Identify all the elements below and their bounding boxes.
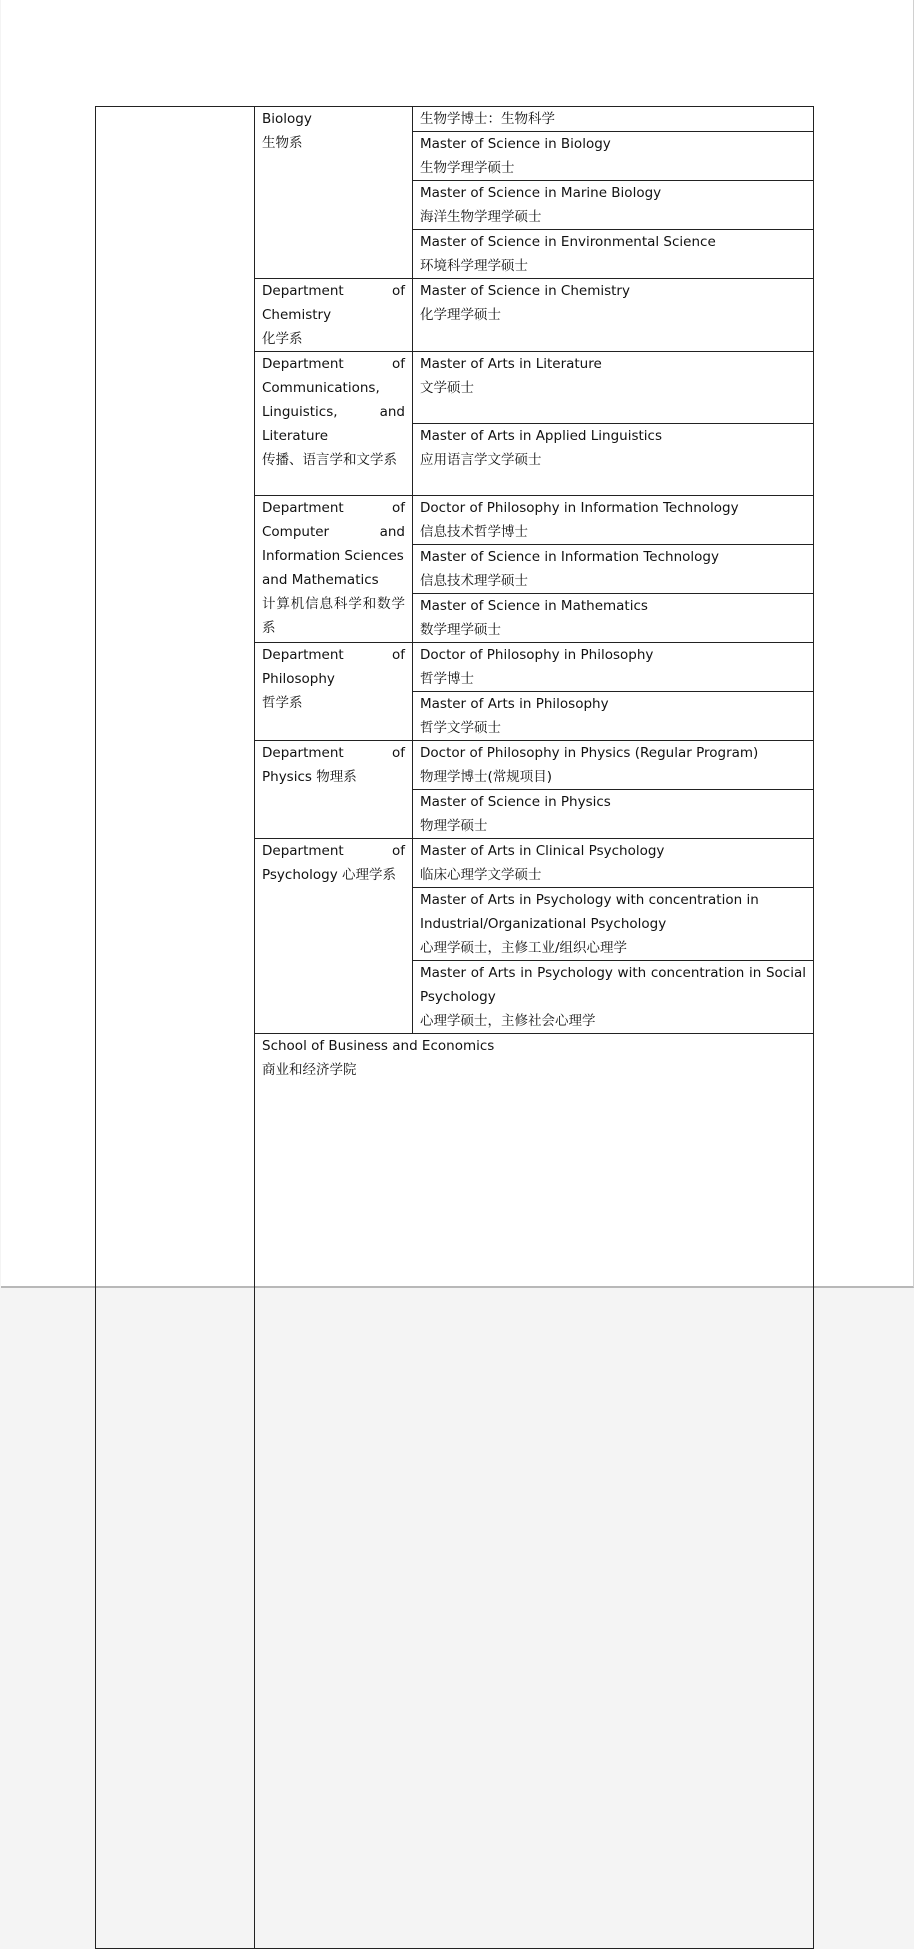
program-zh: 心理学硕士，主修工业/组织心理学 xyxy=(420,940,628,956)
program-en: Master of Arts in Psychology with concentration in Industrial/Organizational Psychology xyxy=(420,892,759,932)
program-zh: 环境科学理学硕士 xyxy=(420,258,528,274)
program-cell xyxy=(413,424,814,496)
dept-cell-communications xyxy=(255,352,413,496)
program-en: Doctor of Philosophy in Philosophy xyxy=(420,647,654,663)
dept-name-en-line: Philosophy xyxy=(262,671,335,687)
school-cell-business xyxy=(255,1034,814,1949)
table-row xyxy=(96,107,814,132)
program-en: Master of Arts in Philosophy xyxy=(420,696,609,712)
dept-name-zh: 化学系 xyxy=(262,331,303,347)
dept-name-en: Biology xyxy=(262,111,312,127)
dept-name-en-line: Department of xyxy=(262,500,405,516)
program-zh: 生物学理学硕士 xyxy=(420,160,515,176)
dept-name-en-line: Computer and xyxy=(262,524,405,540)
program-zh: 生物学博士：生物科学 xyxy=(420,111,555,127)
dept-name-en-line: Literature xyxy=(262,428,329,444)
dept-cell-computer xyxy=(255,496,413,643)
dept-name-en-line: and Mathematics xyxy=(262,572,379,588)
program-cell xyxy=(413,230,814,279)
dept-name-en-line: Linguistics, and xyxy=(262,404,405,420)
document-page xyxy=(1,0,914,1288)
program-cell xyxy=(413,692,814,741)
program-cell xyxy=(413,741,814,790)
program-en: Doctor of Philosophy in Information Technology xyxy=(420,500,739,516)
dept-name-en-line: Physics 物理系 xyxy=(262,769,357,785)
program-zh: 临床心理学文学硕士 xyxy=(420,867,542,883)
programs-table xyxy=(95,106,814,1949)
dept-name-en-line: Department of xyxy=(262,745,405,761)
program-cell xyxy=(413,132,814,181)
dept-name-zh: 计算机信息科学和数学系 xyxy=(262,596,405,636)
program-en: Master of Science in Information Technology xyxy=(420,549,719,565)
program-en: Master of Arts in Literature xyxy=(420,356,602,372)
program-zh: 数学理学硕士 xyxy=(420,622,501,638)
dept-name-en-line: Department of xyxy=(262,843,405,859)
program-zh: 物理学硕士 xyxy=(420,818,488,834)
program-cell xyxy=(413,496,814,545)
program-zh: 文学硕士 xyxy=(420,380,474,396)
program-en: Master of Science in Chemistry xyxy=(420,283,630,299)
program-en: Master of Science in Physics xyxy=(420,794,611,810)
dept-name-zh: 哲学系 xyxy=(262,695,303,711)
dept-name-en-line: Department of xyxy=(262,647,405,663)
program-zh: 哲学文学硕士 xyxy=(420,720,501,736)
program-zh: 物理学博士(常规项目) xyxy=(420,769,553,785)
dept-cell-philosophy xyxy=(255,643,413,741)
school-name-en: School of Business and Economics xyxy=(262,1038,495,1054)
program-zh: 心理学硕士，主修社会心理学 xyxy=(420,1013,596,1029)
program-cell xyxy=(413,643,814,692)
program-cell xyxy=(413,790,814,839)
program-cell xyxy=(413,352,814,424)
program-zh: 应用语言学文学硕士 xyxy=(420,452,542,468)
dept-name-zh: 传播、语言学和文学系 xyxy=(262,452,397,468)
program-zh: 信息技术哲学博士 xyxy=(420,524,528,540)
program-en: Doctor of Philosophy in Physics (Regular Program) xyxy=(420,745,759,761)
program-cell xyxy=(413,888,814,961)
dept-name-zh: 生物系 xyxy=(262,135,303,151)
program-cell xyxy=(413,961,814,1034)
program-cell xyxy=(413,545,814,594)
program-en: Master of Arts in Applied Linguistics xyxy=(420,428,662,444)
dept-cell-physics xyxy=(255,741,413,839)
program-cell xyxy=(413,107,814,132)
dept-cell-chemistry xyxy=(255,279,413,352)
school-name-zh: 商业和经济学院 xyxy=(262,1062,357,1078)
program-en: Master of Science in Biology xyxy=(420,136,611,152)
program-zh: 海洋生物学理学硕士 xyxy=(420,209,542,225)
program-zh: 信息技术理学硕士 xyxy=(420,573,528,589)
dept-name-en-line: Department of xyxy=(262,356,405,372)
program-cell xyxy=(413,279,814,352)
school-cell-empty xyxy=(96,107,255,1949)
dept-cell-biology xyxy=(255,107,413,279)
program-en: Master of Science in Marine Biology xyxy=(420,185,662,201)
dept-cell-psychology xyxy=(255,839,413,1034)
program-cell xyxy=(413,594,814,643)
program-cell xyxy=(413,839,814,888)
dept-name-en-line: Psychology 心理学系 xyxy=(262,867,397,883)
dept-name-en-line: Chemistry xyxy=(262,307,332,323)
program-zh: 化学理学硕士 xyxy=(420,307,501,323)
program-en: Master of Arts in Clinical Psychology xyxy=(420,843,665,859)
dept-name-en-line: Communications, xyxy=(262,380,380,396)
program-en: Master of Science in Environmental Science xyxy=(420,234,716,250)
program-en: Master of Arts in Psychology with concentration in Social Psychology xyxy=(420,965,806,1005)
program-zh: 哲学博士 xyxy=(420,671,474,687)
program-en: Master of Science in Mathematics xyxy=(420,598,648,614)
dept-name-en-line: Information Sciences xyxy=(262,548,404,564)
dept-name-en-line: Department of xyxy=(262,283,405,299)
program-cell xyxy=(413,181,814,230)
